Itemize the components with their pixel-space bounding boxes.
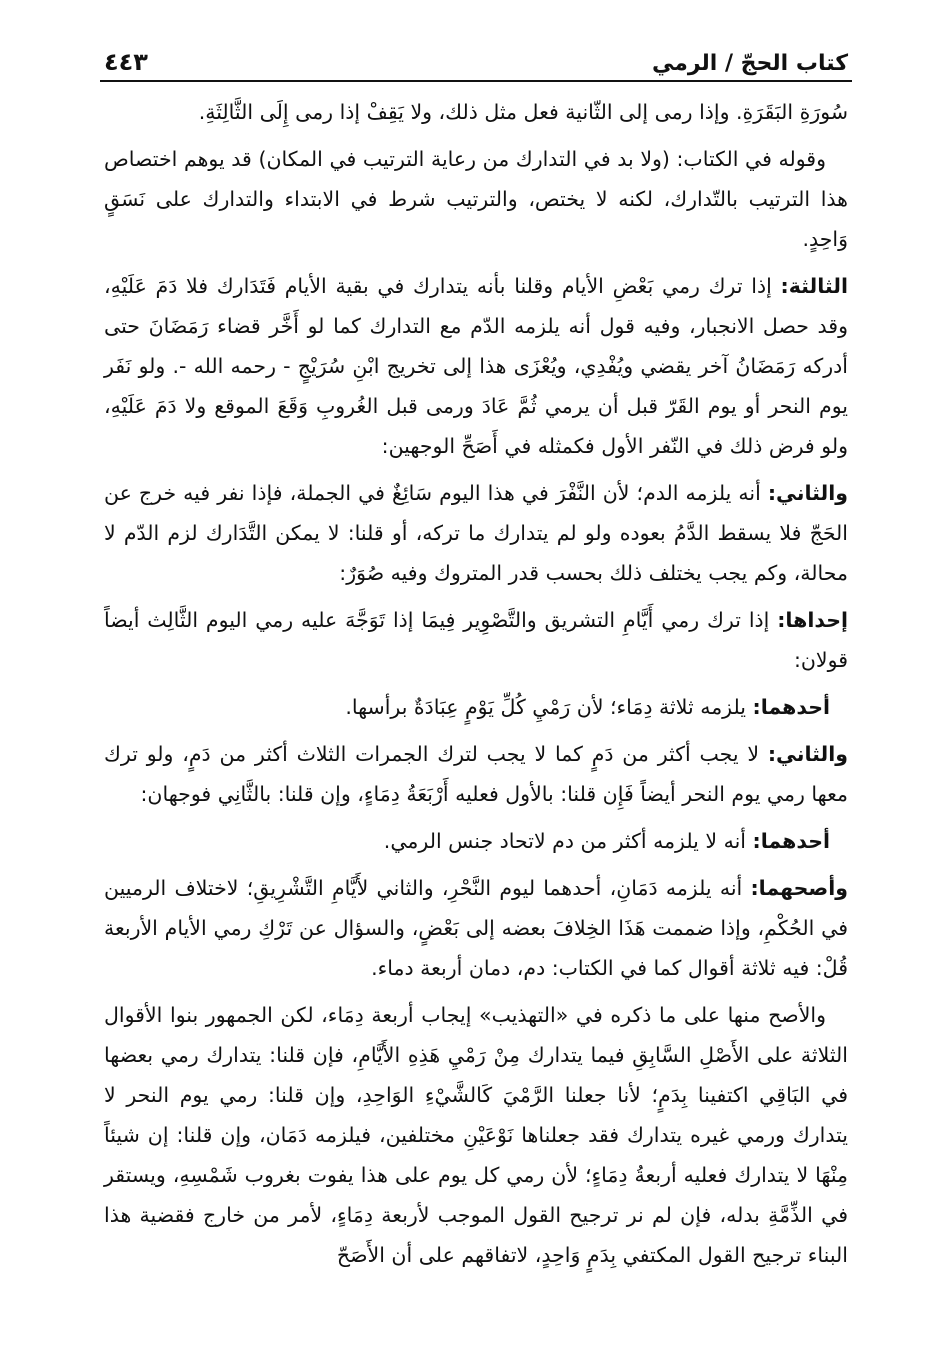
paragraph-1: [100, 92, 852, 132]
paragraph-text: يلزمه ثلاثة دِمَاء؛ لأن رَمْيِ كُلِّ يَوْمٍ عِبَادَةٌ برأسها.: [345, 695, 753, 719]
paragraph-lead: والثاني:: [767, 742, 848, 766]
paragraph-lead: الثالثة:: [780, 274, 848, 298]
page-body: [100, 82, 852, 1275]
paragraph-lead: أحدهما:: [752, 695, 830, 719]
paragraph-text: والأصح منها على ما ذكره في «التهذيب» إيجاب أربعة دِمَاء، لكن الجمهور بنوا الأقوال الثلاثة على الأَصْلِ السَّابِقِ فيما يتدارك مِنْ رَمْيِ هَذِهِ الأَيَّامِ، فإن قلنا: يتدارك رمي بعضها في البَاقِي اكتفينا بِدَمٍ؛ لأنا جعلنا الرَّمْيَ كَالشَّيْءِ الوَاحِدِ، وإن قلنا: رمي يوم النحر لا يتدارك ورمي غيره يتدارك فقد جعلناها نَوْعَيْنِ مختلفين، فيلزمه دَمَان، وإن قلنا: إن شيئاً مِنْهَا لا يتدارك فعليه أربعةُ دِمَاءٍ؛ لأن رمي كل يوم على هذا يفوت بغروب شَمْسِهِ، ويستقر في الذِّمَّةِ بدله، فإن لم نر ترجيح القول الموجب لأربعة دِمَاءٍ، لأمر من خارج فقضية هذا البناء ترجيح القول المكتفي بِدَمٍ وَاحِدٍ، لاتفاقهم على أن الأَصَحّ: [104, 1003, 848, 1267]
page-header: [100, 36, 852, 82]
paragraph-lead: أحدهما:: [752, 829, 830, 853]
paragraph-text: وقوله في الكتاب: (ولا بد في التدارك من رعاية الترتيب في المكان) قد يوهم اختصاص هذا الترتيب بالتّدارك، لكنه لا يختص، والترتيب شرط في الابتداء والتدارك على نَسَقٍ وَاحِدٍ.: [104, 147, 848, 251]
paragraph-text: لا يجب أكثر من دَمٍ كما لا يجب لترك الجمرات الثلاث أكثر من دَمٍ، ولو ترك معها رمي يوم النحر أيضاً فَإِن قلنا: بالأول فعليه أَرْبَعَةُ دِمَاءٍ، وإن قلنا: بالثَّانِي فوجهان:: [104, 742, 848, 806]
paragraph-4: [100, 473, 852, 593]
paragraph-text: سُورَةِ البَقَرَةِ. وإذا رمى إلى الثّانية فعل مثل ذلك، ولا يَقِفْ إذا رمى إِلَى الثَّالِثَةِ.: [198, 100, 848, 124]
paragraph-8: [100, 821, 852, 861]
running-title: كتاب الحجّ / الرمي: [651, 51, 848, 76]
paragraph-3: [100, 266, 852, 466]
paragraph-9: [100, 868, 852, 988]
paragraph-2: [100, 139, 852, 259]
paragraph-text: أنه يلزمه الدم؛ لأن النَّفْرَ في هذا اليوم سَائِغٌ في الجملة، فإذا نفر فيه خرج عن الحَجّ فلا يسقط الدَّمُ بعوده ولو لم يتدارك ما تركه، أو قلنا: لا يمكن التَّدَارك لزم الدّم لا محالة، وكم يجب يختلف ذلك بحسب قدر المتروك وفيه صُوَرٌ:: [104, 481, 848, 585]
paragraph-6: [100, 687, 852, 727]
paragraph-lead: والثاني:: [767, 481, 848, 505]
paragraph-text: أنه لا يلزمه أكثر من دم لاتحاد جنس الرمي.: [383, 829, 753, 853]
paragraph-text: إذا ترك رمي أَيَّامِ التشريق والتَّصْوِير فِيمَا إذا تَوَجَّهَ عليه رمي اليوم الثَّالِث أيضاً قولان:: [104, 608, 848, 672]
paragraph-text: أنه يلزمه دَمَانِ، أحدهما ليوم النَّحْرِ، والثاني لأَيَّامِ التَّشْرِيقِ؛ لاختلاف الرميين في الحُكْمِ، وإذا ضممت هَذَا الخِلافَ بعضه إلى بَعْضٍ، والسؤال عن تَرْكِ رمي الأيام الأربعة قُلْ: فيه ثلاثة أقوال كما في الكتاب: دم، دمان أربعة دماء.: [104, 876, 848, 980]
paragraph-text: إذا ترك رمي بَعْضِ الأيام وقلنا بأنه يتدارك في بقية الأيام فَتَدَارك فلا دَمَ عَلَيْهِ، وقد حصل الانجبار، وفيه قول أنه يلزمه الدّم مع التدارك كما لو أَخَّر قضاء رَمَضَانَ حتى أدركه رَمَضَانُ آخر يقضي ويُفْدِي، ويُعْزَى هذا إلى تخريج ابْنِ سُرَيْجٍ - رحمه الله -. ولو نَفَر يوم النحر أو يوم القَرّ قبل أن يرمي ثُمَّ عَادَ ورمى قبل الغُروبِ وَقَعَ الموقع ولا دَمَ عَلَيْهِ، ولو فرض ذلك في النّفر الأول فكمثله في أَصَحِّ الوجهين:: [104, 274, 848, 458]
paragraph-5: [100, 600, 852, 680]
page-number: ٤٤٣: [104, 48, 148, 76]
paragraph-lead: وأصحهما:: [750, 876, 848, 900]
paragraph-7: [100, 734, 852, 814]
document-page: [100, 36, 852, 1282]
paragraph-10: [100, 995, 852, 1275]
paragraph-lead: إحداها:: [777, 608, 848, 632]
